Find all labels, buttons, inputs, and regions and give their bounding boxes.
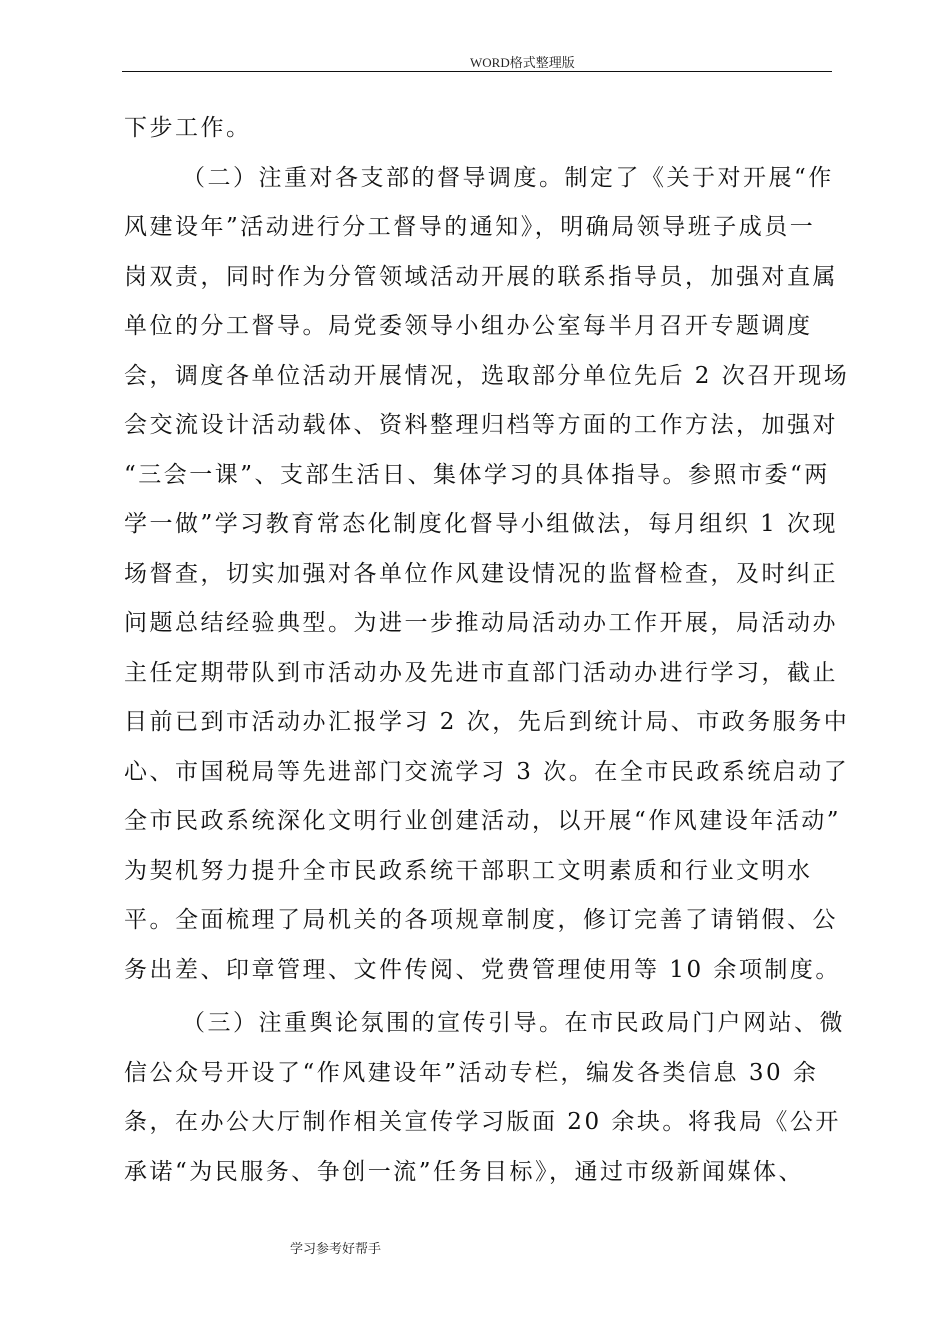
text-line: 全市民政系统深化文明行业创建活动，以开展“作风建设年活动” (124, 808, 842, 834)
text-line: 平。全面梳理了局机关的各项规章制度，修订完善了请销假、公 (124, 907, 838, 933)
text-line: 岗双责，同时作为分管领域活动开展的联系指导员，加强对直属 (124, 263, 838, 290)
text-line: 会交流设计活动载体、资料整理归档等方面的工作方法，加强对 (124, 412, 838, 438)
page-footer-text: 学习参考好帮手 (290, 1242, 382, 1257)
page-header-title: WORD格式整理版 (470, 55, 575, 70)
document-body (124, 104, 850, 1197)
text-line: 心、市国税局等先进部门交流学习 3 次。在全市民政系统启动了 (124, 758, 850, 785)
header-divider (122, 71, 832, 72)
text-line: 信公众号开设了“作风建设年”活动专栏，编发各类信息 30 余 (124, 1059, 819, 1086)
text-line: 问题总结经验典型。为进一步推动局活动办工作开展，局活动办 (124, 610, 838, 636)
text-line: 会，调度各单位活动开展情况，选取部分单位先后 2 次召开现场 (124, 362, 850, 389)
text-line: 单位的分工督导。局党委领导小组办公室每半月召开专题调度 (124, 313, 813, 339)
text-line: 学一做”学习教育常态化制度化督导小组做法，每月组织 1 次现 (124, 511, 839, 537)
text-line: 目前已到市活动办汇报学习 2 次，先后到统计局、市政务服务中 (124, 709, 850, 735)
text-line: （二）注重对各支部的督导调度。制定了《关于对开展“作 (182, 164, 834, 191)
text-line: 务出差、印章管理、文件传阅、党费管理使用等 10 余项制度。 (124, 956, 841, 983)
text-line: 主任定期带队到市活动办及先进市直部门活动办进行学习，截止 (124, 659, 838, 686)
text-line: 为契机努力提升全市民政系统干部职工文明素质和行业文明水 (124, 857, 813, 884)
text-line: 下步工作。 (124, 115, 252, 141)
text-line: 场督查，切实加强对各单位作风建设情况的监督检查，及时纠正 (124, 560, 838, 587)
text-line: （三）注重舆论氛围的宣传引导。在市民政局门户网站、微 (182, 1010, 845, 1036)
text-line: “三会一课”、支部生活日、集体学习的具体指导。参照市委“两 (124, 461, 830, 488)
text-line: 承诺“为民服务、争创一流”任务目标》，通过市级新闻媒体、 (124, 1158, 805, 1185)
text-line: 条，在办公大厅制作相关宣传学习版面 20 余块。将我局《公开 (124, 1109, 841, 1135)
text-line: 风建设年”活动进行分工督导的通知》，明确局领导班子成员一 (124, 214, 816, 240)
